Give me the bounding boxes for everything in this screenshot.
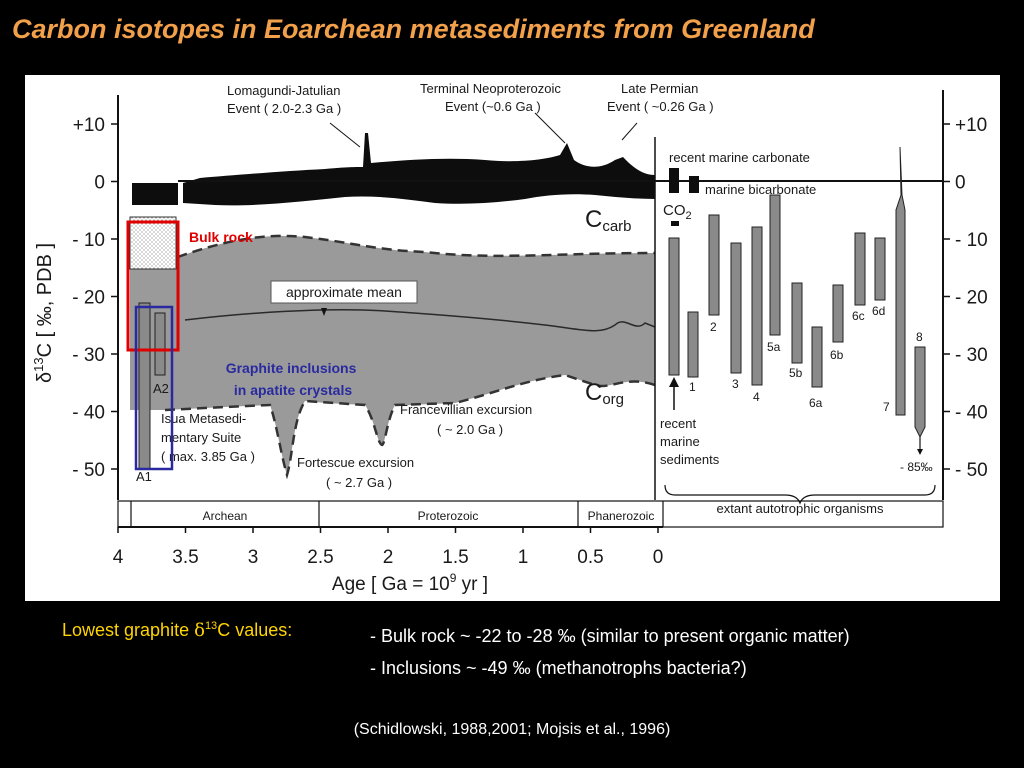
y-axis-title-rest: C [ ‰, PDB ] [34, 242, 56, 358]
bar-organism-7 [896, 147, 905, 415]
isua-bar-a2 [155, 313, 165, 375]
left-y-tick-label: - 50 [72, 460, 105, 481]
footer-label-delta: δ [194, 620, 205, 641]
footer-lines [370, 620, 850, 684]
left-y-ticks [72, 115, 118, 481]
citation: (Schidlowski, 1988,2001; Mojsis et al., 1996) [353, 721, 671, 738]
bar-organism-6d [875, 238, 885, 300]
right-y-tick-label: 0 [955, 172, 966, 194]
y-axis-title-delta: δ [34, 371, 56, 384]
recent-marine-sediments-line2: marine [660, 434, 700, 449]
eon-label-proterozoic: Proterozoic [417, 509, 479, 523]
francevillian-label-line1: Francevillian excursion [400, 402, 533, 417]
ccarb-band [183, 133, 655, 205]
bar-organism-8-arrow-head [917, 449, 923, 455]
right-y-tick-label: - 30 [955, 345, 988, 366]
footer-label-post: C values: [217, 620, 293, 640]
organism-label-6c: 6c [852, 309, 865, 323]
bar-organism-3 [731, 243, 741, 373]
fortescue-label [297, 455, 418, 490]
x-tick-label: 1 [517, 547, 529, 568]
isua-label [161, 411, 255, 464]
organism-label-8: 8 [916, 330, 923, 344]
ccarb-label-main: C [585, 206, 603, 233]
carbon-isotope-figure [25, 75, 1000, 601]
footer-label-pre: Lowest graphite [62, 620, 195, 640]
bar-organism-5a [770, 195, 780, 335]
co2-label [663, 202, 692, 222]
graphite-inclusions-line2: in apatite crystals [233, 382, 353, 398]
event-permian [607, 81, 714, 114]
right-y-ticks [943, 115, 988, 481]
bar-organism-2 [709, 215, 719, 315]
footer-line-inclusions: - Inclusions ~ -49 ‰ (methanotrophs bacteria?) [370, 658, 747, 678]
fortescue-label-line2: ( ~ 2.7 Ga ) [326, 475, 393, 490]
x-tick-label: 2 [382, 547, 394, 568]
organism-label-2: 2 [710, 320, 717, 334]
x-tick-label: 3.5 [172, 547, 199, 568]
bar-organism-4 [752, 227, 762, 385]
corg-label-main: C [585, 379, 603, 406]
event-permian-line1: Late Permian [621, 81, 699, 96]
x-tick-label: 4 [112, 547, 124, 568]
neoproterozoic-leader [535, 113, 565, 143]
co2-label-sub: 2 [685, 210, 692, 222]
footer-label [62, 620, 292, 641]
ccarb-early-block [132, 183, 178, 205]
organism-label-5b: 5b [789, 366, 803, 380]
recent-marine-carbonate-label: recent marine carbonate [669, 150, 810, 165]
x-tick-label: 1.5 [442, 547, 469, 568]
x-ticks [113, 527, 664, 568]
footer-label-sup: 13 [204, 620, 218, 632]
label-a1: A1 [136, 469, 152, 484]
x-tick-label: 0 [652, 547, 664, 568]
x-axis-title-sup: 9 [449, 571, 457, 585]
x-tick-label: 3 [247, 547, 259, 568]
bulk-rock-label: Bulk rock [189, 229, 253, 245]
permian-leader [622, 123, 637, 140]
co2-marker [671, 221, 679, 226]
organism-label-4: 4 [753, 390, 760, 404]
co2-label-main: CO [663, 202, 686, 219]
recent-marine-sediments-label [660, 416, 720, 467]
recent-marine-sediments-line3: sediments [660, 452, 720, 467]
event-neoproterozoic-line2: Event (~0.6 Ga ) [445, 99, 541, 114]
x-tick-label: 0.5 [577, 547, 604, 568]
graphite-inclusions-line1: Graphite inclusions [225, 360, 357, 376]
organism-label-3: 3 [732, 377, 739, 391]
recent-sediments-arrow-head [669, 377, 679, 387]
left-y-tick-label: 0 [94, 172, 105, 194]
right-y-tick-label: - 10 [955, 230, 988, 251]
left-y-tick-label: - 20 [72, 287, 105, 309]
y-axis-title-sup: 13 [31, 357, 46, 372]
event-lomagundi-line2: Event ( 2.0-2.3 Ga ) [227, 101, 342, 116]
francevillian-label-line2: ( ~ 2.0 Ga ) [437, 422, 504, 437]
event-neoproterozoic [420, 81, 565, 114]
eon-label-phanerozoic: Phanerozoic [587, 509, 655, 523]
right-y-tick-label: - 40 [955, 402, 988, 424]
x-tick-label: 2.5 [307, 547, 334, 568]
left-y-tick-label: - 10 [72, 230, 105, 251]
event-lomagundi-line1: Lomagundi-Jatulian [227, 83, 341, 98]
bar-organism-6b [833, 285, 843, 342]
figure-svg [25, 75, 1000, 601]
left-y-tick-label: - 40 [72, 402, 105, 424]
x-axis-title [332, 571, 488, 595]
organism-label-6a: 6a [809, 396, 823, 410]
y-axis-title [31, 243, 56, 383]
ccarb-label-sub: carb [602, 218, 632, 235]
organism-labels [689, 304, 923, 414]
recent-marine-carbonate-marker [669, 168, 679, 193]
left-y-tick-label: +10 [72, 115, 105, 136]
corg-label-sub: org [602, 391, 625, 408]
bar-organism-8 [915, 347, 925, 437]
isua-stippled-block [130, 217, 176, 269]
isua-label-line2: mentary Suite [161, 430, 242, 445]
fortescue-label-line1: Fortescue excursion [297, 455, 415, 470]
eon-label-archean: Archean [202, 509, 248, 523]
bar-organism-6a [812, 327, 822, 387]
isua-label-line1: Isua Metasedi- [161, 411, 247, 426]
event-lomagundi [227, 83, 344, 116]
marine-bicarbonate-marker [689, 176, 699, 193]
organism-label-6b: 6b [830, 348, 844, 362]
ccarb-label [585, 206, 632, 235]
bar-organism-1 [688, 312, 698, 377]
recent-marine-sediments-line1: recent [660, 416, 697, 431]
x-axis-title-main: Age [ Ga = 10 [331, 574, 450, 595]
left-y-tick-label: - 30 [72, 345, 105, 366]
francevillian-label [400, 402, 536, 437]
organism-label-1: 1 [689, 380, 696, 394]
footer-line-bulk: - Bulk rock ~ -22 to -28 ‰ (similar to present organic matter) [370, 626, 850, 646]
right-y-tick-label: - 20 [955, 287, 988, 309]
isua-label-line3: ( max. 3.85 Ga ) [161, 449, 255, 464]
lomagundi-leader [330, 123, 360, 147]
bar-recent-marine-sediments [669, 238, 679, 375]
right-y-tick-label: - 50 [955, 460, 988, 481]
bar-organism-5b [792, 283, 802, 363]
slide-title: Carbon isotopes in Eoarchean metasediments from Greenland [12, 14, 815, 44]
organism-label-7: 7 [883, 400, 890, 414]
isua-bar-a1 [139, 303, 150, 469]
approx-mean-label: approximate mean [286, 284, 402, 300]
event-neoproterozoic-line1: Terminal Neoproterozoic [420, 81, 561, 96]
minus-85-label: - 85‰ [900, 460, 933, 474]
extant-label: extant autotrophic organisms [716, 501, 884, 516]
right-y-tick-label: +10 [955, 115, 988, 136]
organism-label-6d: 6d [872, 304, 886, 318]
organism-label-5a: 5a [767, 340, 781, 354]
label-a2: A2 [153, 381, 169, 396]
x-axis-title-rest: yr ] [456, 574, 489, 595]
event-permian-line2: Event ( ~0.26 Ga ) [607, 99, 714, 114]
bar-organism-6c [855, 233, 865, 305]
marine-bicarbonate-label: marine bicarbonate [705, 182, 817, 197]
